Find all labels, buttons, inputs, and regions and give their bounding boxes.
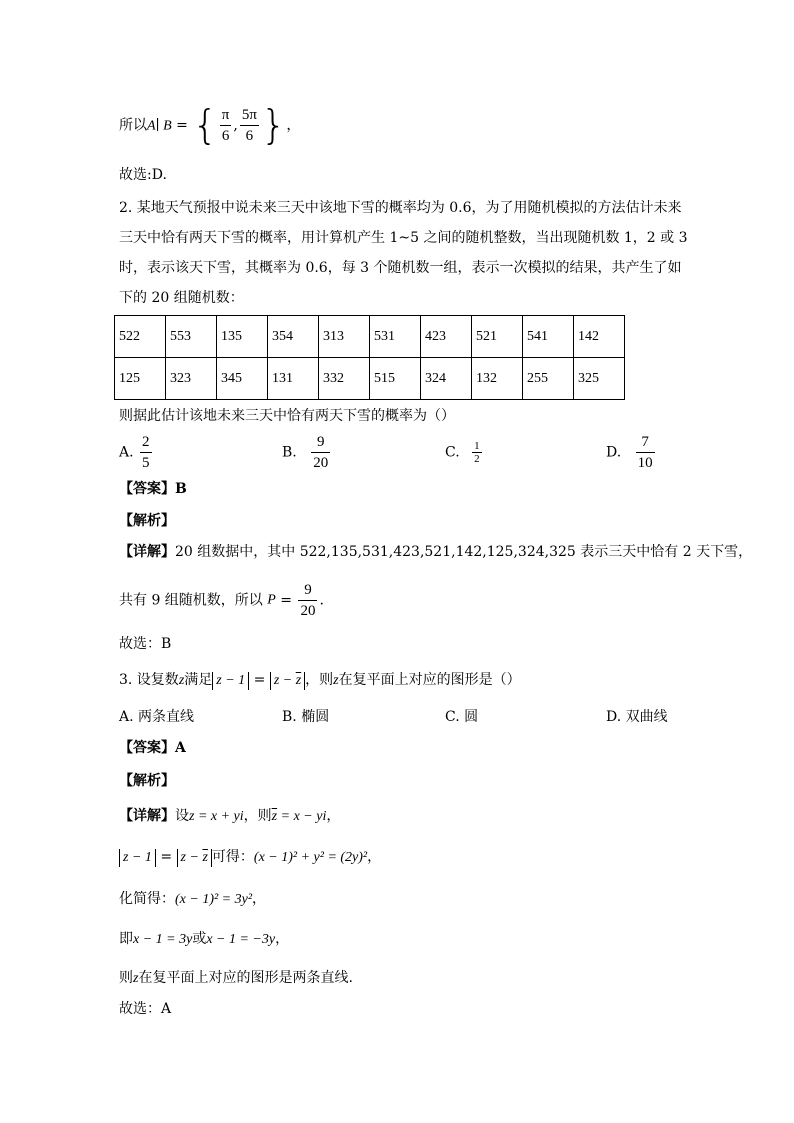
q3-option-d: D. 双曲线 [606, 709, 668, 725]
table-cell: 553 [166, 316, 217, 358]
q2-choose: 故选：B [119, 636, 172, 652]
table-cell: 255 [523, 358, 574, 400]
table-cell: 354 [268, 316, 319, 358]
q2-option-a: A. $\frac{2}{5}$ [119, 434, 150, 471]
table-cell: 324 [421, 358, 472, 400]
table-row [115, 358, 625, 400]
q3-step2: 化简得：(x − 1)² = 3y²， [119, 891, 267, 907]
q3-option-c: C. 圆 [445, 709, 479, 725]
table-cell: 531 [370, 316, 421, 358]
q2-line3: 时，表示该天下雪，其概率为 0.6，每 3 个随机数一组，表示一次模拟的结果，共产生了如 [119, 260, 682, 276]
fraction-5pi-6: $\frac{5\pi}{6}$ [241, 107, 257, 144]
fraction: $\frac{1}{2}$ [474, 440, 480, 465]
table-cell: 131 [268, 358, 319, 400]
q3-step1: $z - 1 = z - \overline{z}$ 可得：(x − 1)² + y² = (2y)²， [119, 847, 381, 868]
table-cell: 332 [319, 358, 370, 400]
q3-answer: 【答案】A [119, 740, 186, 756]
table-cell: 345 [217, 358, 268, 400]
table-cell: 515 [370, 358, 421, 400]
q2-option-d: D. $\frac{7}{10}$ [606, 434, 653, 471]
table-cell: 323 [166, 358, 217, 400]
random-number-table [114, 315, 625, 400]
q2-answer: 【答案】B [119, 481, 187, 497]
q3-conclusion: 则z在复平面上对应的图形是两条直线. [119, 970, 353, 986]
q2-line4: 下的 20 组随机数： [119, 290, 244, 306]
choose-d: 故选:D. [119, 167, 167, 183]
text-suffix: ， [286, 117, 301, 134]
equals-sign: = [171, 117, 193, 134]
q3-option-b: B. 椭圆 [282, 709, 330, 725]
q2-analysis: 【解析】 [119, 513, 175, 529]
table-cell: 423 [421, 316, 472, 358]
q2-ask: 则据此估计该地未来三天中恰有两天下雪的概率为（） [119, 408, 455, 424]
q2-detail: 【详解】20 组数据中，其中 522,135,531,423,521,142,125,324,325 表示三天中恰有 2 天下雪， [119, 544, 753, 560]
q2-option-c: C. $\frac{1}{2}$ [445, 440, 480, 465]
table-cell: 313 [319, 316, 370, 358]
q2-option-b: B. $\frac{9}{20}$ [282, 434, 329, 471]
table-cell: 522 [115, 316, 166, 358]
table-cell: 135 [217, 316, 268, 358]
q3-analysis: 【解析】 [119, 773, 175, 789]
table-cell: 142 [574, 316, 625, 358]
table-cell: 541 [523, 316, 574, 358]
q3-step3: 即x − 1 = 3y或x − 1 = −3y， [119, 931, 290, 947]
fraction: $\frac{2}{5}$ [142, 434, 150, 471]
table-cell: 132 [472, 358, 523, 400]
q3-detail: 【详解】设z = x + yi，则$\overline{z} = x$ − yi， [119, 808, 341, 824]
right-brace: } [260, 102, 287, 149]
table-cell: 125 [115, 358, 166, 400]
fraction: $\frac{9}{20}$ [300, 582, 316, 619]
table-cell: 325 [574, 358, 625, 400]
set-expression: A∣ B [147, 118, 172, 134]
set-result-line: 所以A∣ B = { $\frac{\pi}{6}$ , $\frac{5\pi}{6}$ }， [119, 102, 301, 149]
q3-option-a: A. 两条直线 [119, 709, 195, 725]
table-cell: 521 [472, 316, 523, 358]
table-row [115, 316, 625, 358]
fraction: $\frac{9}{20}$ [313, 434, 329, 471]
q2-probability-line: 共有 9 组随机数，所以 P = $\frac{9}{20}$ . [119, 582, 324, 619]
text-prefix: 所以 [119, 117, 147, 134]
q2-line2: 三天中恰有两天下雪的概率，用计算机产生 1~5 之间的随机整数，当出现随机数 1，2 或 3 [119, 230, 688, 246]
fraction: $\frac{7}{10}$ [637, 434, 653, 471]
q3-question: 3. 设复数z满足 $z - 1 = z - \overline{z}$ ，则z在复平面上对应的图形是（） [119, 672, 521, 688]
q2-line1: 2. 某地天气预报中说未来三天中该地下雪的概率均为 0.6，为了用随机模拟的方法估计未来 [119, 200, 682, 216]
left-brace: { [192, 102, 218, 149]
fraction-pi-6: $\frac{\pi}{6}$ [221, 107, 230, 144]
q3-choose: 故选：A [119, 1001, 172, 1017]
